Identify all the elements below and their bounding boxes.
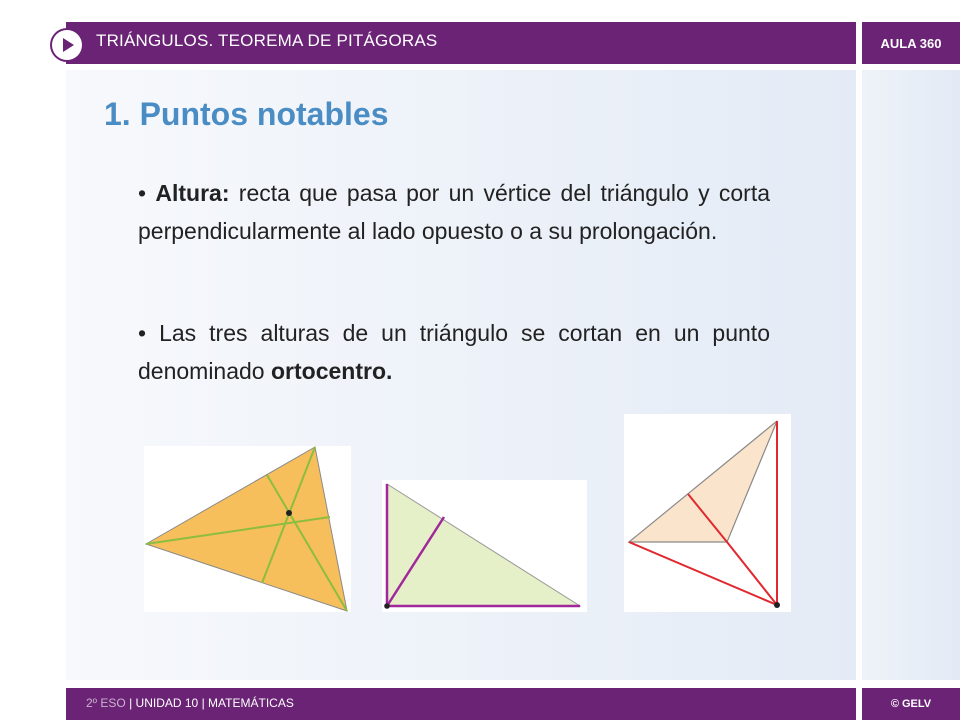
orthocenter-point — [384, 603, 390, 609]
header-title: TRIÁNGULOS. TEOREMA DE PITÁGORAS — [96, 31, 438, 50]
footer-copyright: © GELV — [862, 688, 960, 720]
bullet-text: Las tres alturas de un triángulo se cortan en un punto denominado — [138, 320, 770, 384]
triangle-shape — [387, 484, 580, 606]
bullet-term: Altura: — [155, 180, 230, 206]
prolongation-line — [727, 542, 777, 605]
bullet-emphasis: ortocentro. — [271, 358, 393, 384]
brand-label: AULA 360 — [862, 22, 960, 64]
altitude-line — [629, 542, 777, 605]
triangle-shape — [629, 421, 777, 542]
footer-course: 2º ESO — [86, 696, 126, 710]
footer-breadcrumb — [86, 696, 294, 710]
footer-separator: | — [129, 696, 133, 710]
side-panel — [862, 70, 960, 680]
bullet-marker: • — [138, 180, 147, 206]
figure-acute-triangle — [144, 446, 351, 612]
bullet-text: recta que pasa por un vértice del triángulo y corta perpendicularmente al lado opuesto o a su prolongación. — [138, 180, 771, 244]
bullet-ortocentro — [138, 314, 770, 390]
figure-right-triangle — [382, 480, 587, 612]
footer-separator: | — [201, 696, 205, 710]
play-icon[interactable] — [52, 30, 82, 60]
slide-title: 1. Puntos notables — [104, 96, 389, 132]
orthocenter-point — [774, 602, 780, 608]
bullet-marker: • — [138, 320, 147, 346]
footer-subject: MATEMÁTICAS — [208, 696, 294, 710]
figure-obtuse-triangle — [624, 414, 791, 612]
orthocenter-point — [286, 510, 292, 516]
footer-unit: UNIDAD 10 — [135, 696, 199, 710]
bullet-altura — [138, 174, 770, 250]
